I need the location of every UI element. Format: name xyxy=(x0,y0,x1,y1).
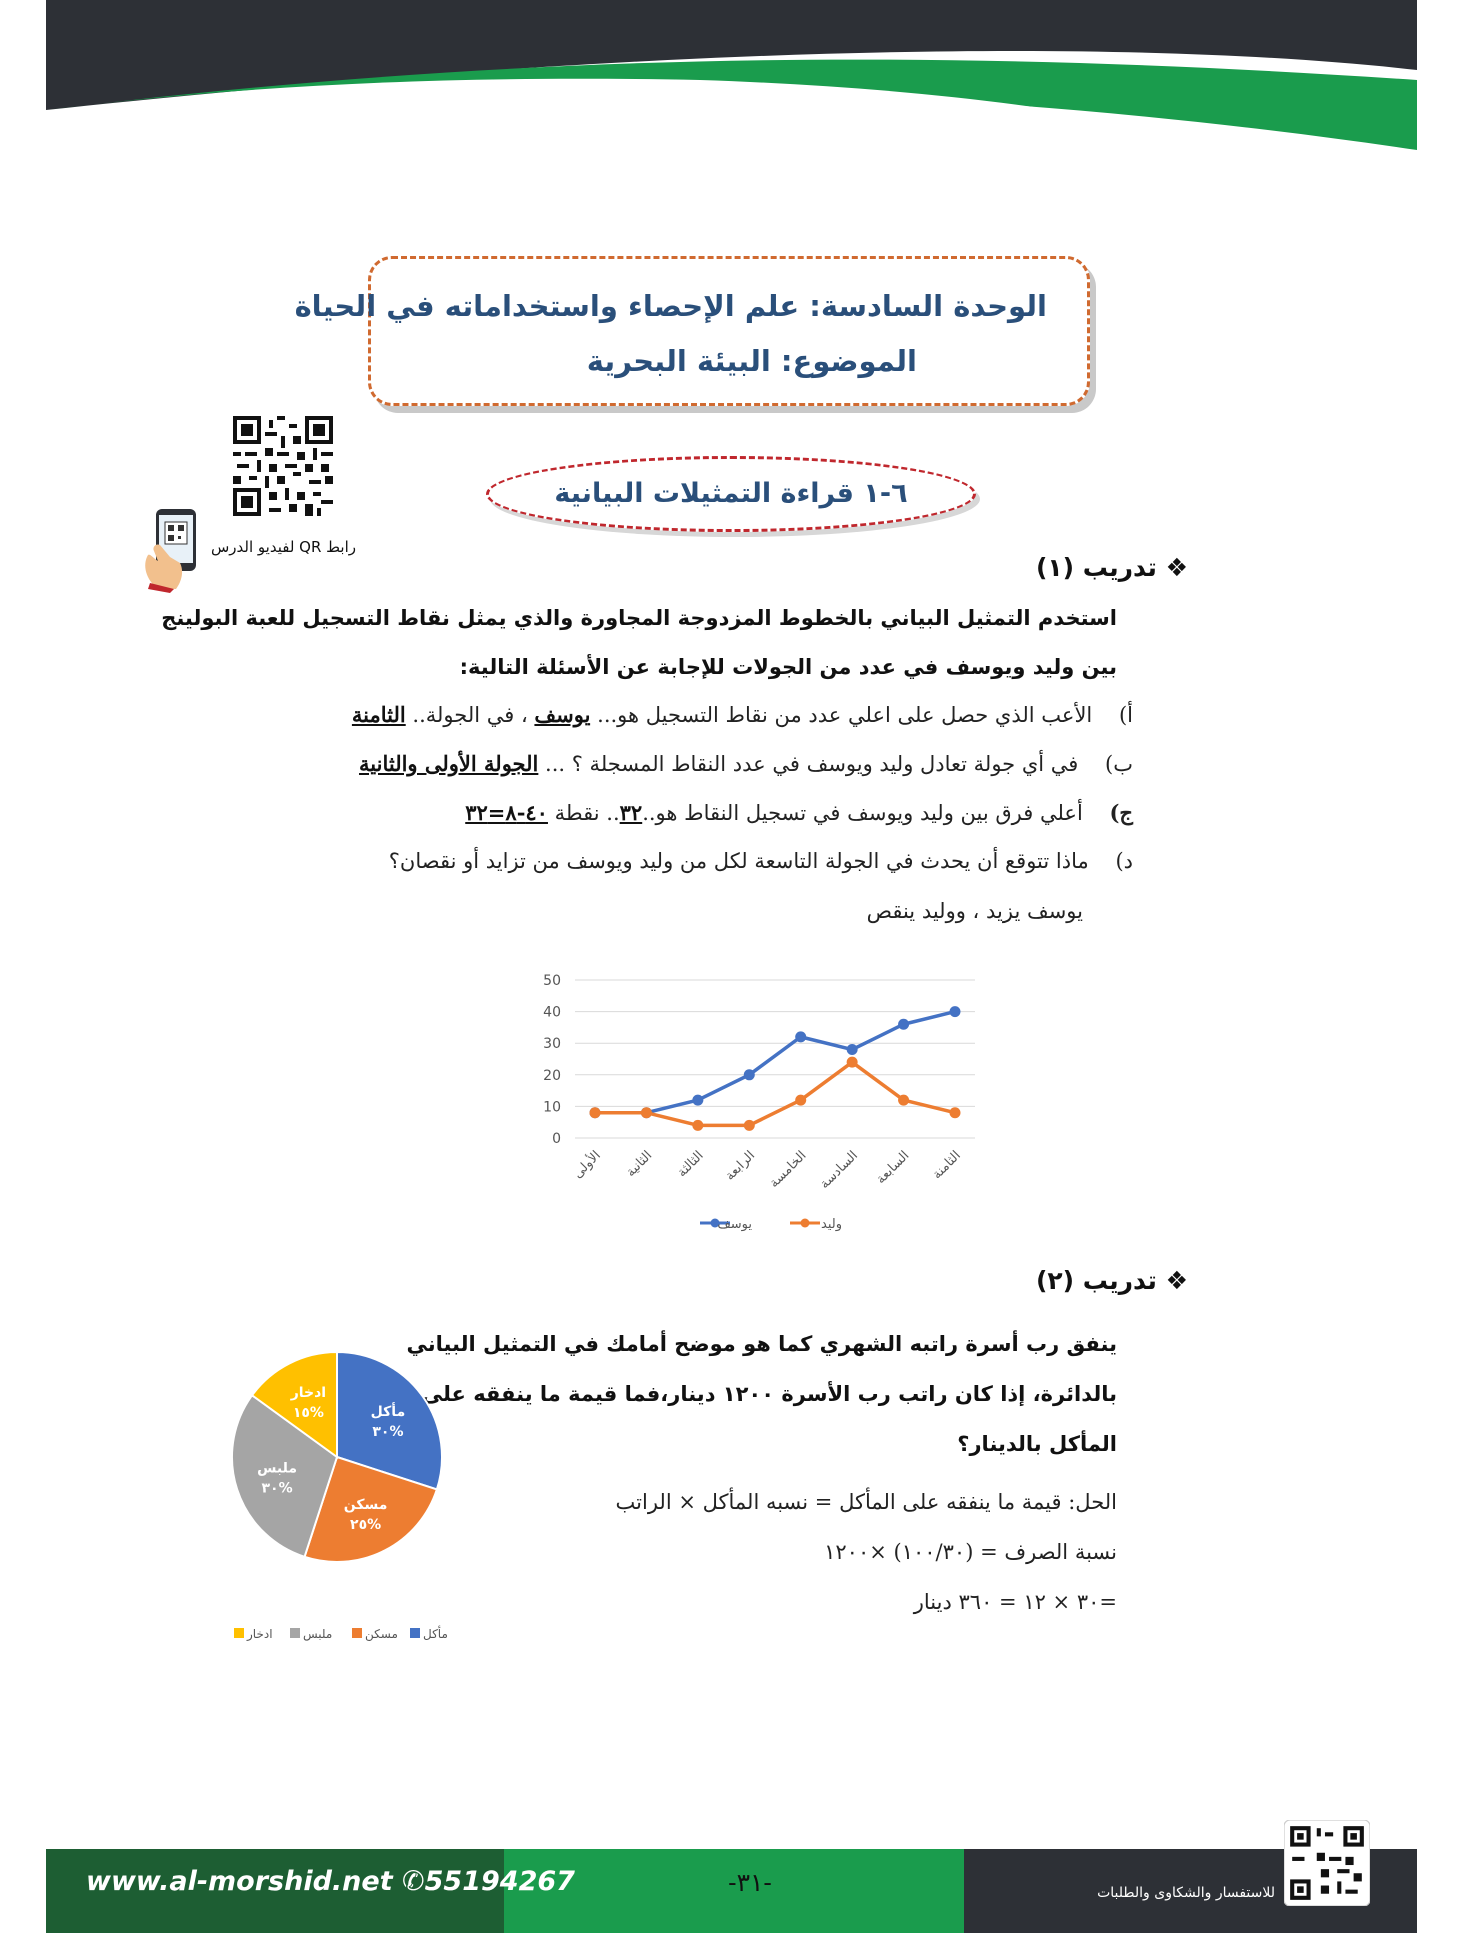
pie-slice-percent: ٣٠% xyxy=(261,1480,293,1497)
data-point xyxy=(692,1120,703,1131)
exercise2-line1: ينفق رب أسرة راتبه الشهري كما هو موضح أمامك في التمثيل البياني xyxy=(406,1332,1117,1356)
qr-code-icon[interactable] xyxy=(233,416,333,516)
data-point xyxy=(641,1107,652,1118)
pie-chart xyxy=(210,1330,470,1650)
legend-label: وليد xyxy=(821,1217,842,1232)
pie-slice-label: ادخار xyxy=(290,1384,327,1401)
x-tick-label: الثانية xyxy=(623,1148,656,1181)
data-point xyxy=(847,1057,858,1068)
y-tick-label: 30 xyxy=(543,1036,561,1053)
x-tick-label: الأولى xyxy=(570,1148,604,1182)
y-tick-label: 20 xyxy=(543,1067,561,1084)
header-banner xyxy=(0,0,1463,240)
line-chart xyxy=(520,960,990,1240)
y-tick-label: 10 xyxy=(543,1099,561,1116)
footer-website[interactable]: www.al-morshid.net ✆55194267 xyxy=(86,1866,575,1897)
pie-slice-percent: ٣٠% xyxy=(372,1423,404,1440)
question-d-mark: د) xyxy=(1115,849,1133,873)
pie-slice-label: ملبس xyxy=(257,1460,298,1477)
topic-title: الموضوع: البيئة البحرية xyxy=(586,344,917,378)
data-point xyxy=(847,1044,858,1055)
qr-label: رابط QR لفيديو الدرس xyxy=(210,538,356,556)
legend-label: مسكن xyxy=(365,1627,398,1641)
legend-label: يوسف xyxy=(717,1217,752,1232)
x-tick-label: الثامنة xyxy=(929,1148,964,1183)
footer-contact-note: للاستفسار والشكاوى والطلبات xyxy=(1097,1885,1275,1901)
legend-swatch xyxy=(290,1628,300,1638)
x-tick-label: الرابعة xyxy=(722,1148,759,1184)
legend-swatch xyxy=(234,1628,244,1638)
solution-line2: نسبة الصرف = (١٠٠/٣٠) ×١٢٠٠ xyxy=(824,1540,1117,1564)
question-b xyxy=(359,751,1133,776)
data-point xyxy=(898,1095,909,1106)
question-c-mark: ج) xyxy=(1109,800,1133,825)
solution-line1: الحل: قيمة ما ينفقه على المأكل = نسبه المأكل × الراتب xyxy=(615,1490,1117,1514)
question-b-mark: ب) xyxy=(1105,752,1133,776)
data-point xyxy=(795,1095,806,1106)
legend-label: ادخار xyxy=(247,1627,273,1641)
question-a-answer1: يوسف xyxy=(534,702,591,727)
exercise2-line3: المأكل بالدينار؟ xyxy=(957,1432,1117,1456)
exercise1-heading: ❖ تدريب (١) xyxy=(1035,553,1188,582)
data-point xyxy=(692,1095,703,1106)
question-a-answer2: الثامنة xyxy=(351,702,406,727)
legend-label: ملبس xyxy=(303,1627,333,1641)
section-title-box xyxy=(486,456,976,532)
legend-label: مأكل xyxy=(423,1627,448,1641)
legend-swatch xyxy=(352,1628,362,1638)
exercise1-intro-line1: استخدم التمثيل البياني بالخطوط المزدوجة المجاورة والذي يمثل نقاط التسجيل للعبة البولينج xyxy=(161,606,1117,630)
x-tick-label: الخامسة xyxy=(766,1148,810,1191)
legend-marker xyxy=(801,1219,810,1228)
unit-title: الوحدة السادسة: علم الإحصاء واستخداماته في الحياة xyxy=(294,289,1047,323)
x-tick-label: السادسة xyxy=(817,1148,861,1192)
question-c-text: أعلي فرق بين وليد ويوسف في تسجيل النقاط هو.. xyxy=(642,801,1083,825)
data-point xyxy=(590,1107,601,1118)
y-tick-label: 0 xyxy=(552,1131,561,1147)
question-b-answer: الجولة الأولى والثانية xyxy=(359,751,539,776)
question-a-mid: ، في الجولة.. xyxy=(412,703,528,727)
phone-scan-icon xyxy=(140,505,206,593)
data-point xyxy=(744,1120,755,1131)
exercise2-line2: بالدائرة، إذا كان راتب رب الأسرة ١٢٠٠ دينار،فما قيمة ما ينفقه على xyxy=(421,1382,1117,1406)
question-b-text: في أي جولة تعادل وليد ويوسف في عدد النقاط المسجلة ؟ ... xyxy=(545,752,1079,776)
legend-swatch xyxy=(410,1628,420,1638)
pie-slice-label: مسكن xyxy=(343,1497,388,1514)
data-point xyxy=(950,1006,961,1017)
data-point xyxy=(898,1019,909,1030)
question-a-mark: أ) xyxy=(1118,703,1133,727)
question-c xyxy=(465,800,1133,825)
unit-title-box xyxy=(294,256,1090,406)
pie-slice-label: مأكل xyxy=(370,1403,406,1420)
question-a xyxy=(352,702,1133,727)
question-d xyxy=(389,849,1133,873)
y-tick-label: 40 xyxy=(543,1004,561,1021)
question-c-answer2: ٤٠-٨=٣٢ xyxy=(465,800,548,825)
x-tick-label: الثالثة xyxy=(674,1148,707,1181)
pie-slice-percent: ١٥% xyxy=(292,1404,324,1421)
exercise2-heading: ❖ تدريب (٢) xyxy=(1035,1266,1188,1295)
page-number: -٣١- xyxy=(728,1868,772,1897)
data-point xyxy=(950,1107,961,1118)
data-point xyxy=(795,1031,806,1042)
solution-line3: =٣٠ × ١٢ = ٣٦٠ دينار xyxy=(913,1590,1117,1614)
question-c-mid: .. نقطة xyxy=(554,801,620,825)
question-c-answer1: ٣٢ xyxy=(619,800,643,825)
data-point xyxy=(744,1069,755,1080)
exercise1-intro-line2: بين وليد ويوسف في عدد من الجولات للإجابة عن الأسئلة التالية: xyxy=(459,655,1117,679)
x-tick-label: السابعة xyxy=(873,1148,913,1188)
question-a-text: الأعب الذي حصل على اعلي عدد من نقاط التسجيل هو... xyxy=(597,703,1093,727)
question-d-text: ماذا تتوقع أن يحدث في الجولة التاسعة لكل من وليد ويوسف من تزايد أو نقصان؟ xyxy=(388,849,1089,873)
footer-qr-code-icon[interactable] xyxy=(1284,1820,1370,1906)
section-title: ٦-١ قراءة التمثيلات البيانية xyxy=(554,478,908,509)
y-tick-label: 50 xyxy=(543,973,561,989)
pie-slice-percent: ٢٥% xyxy=(350,1517,382,1534)
question-d-answer: يوسف يزيد ، ووليد ينقص xyxy=(866,899,1083,923)
